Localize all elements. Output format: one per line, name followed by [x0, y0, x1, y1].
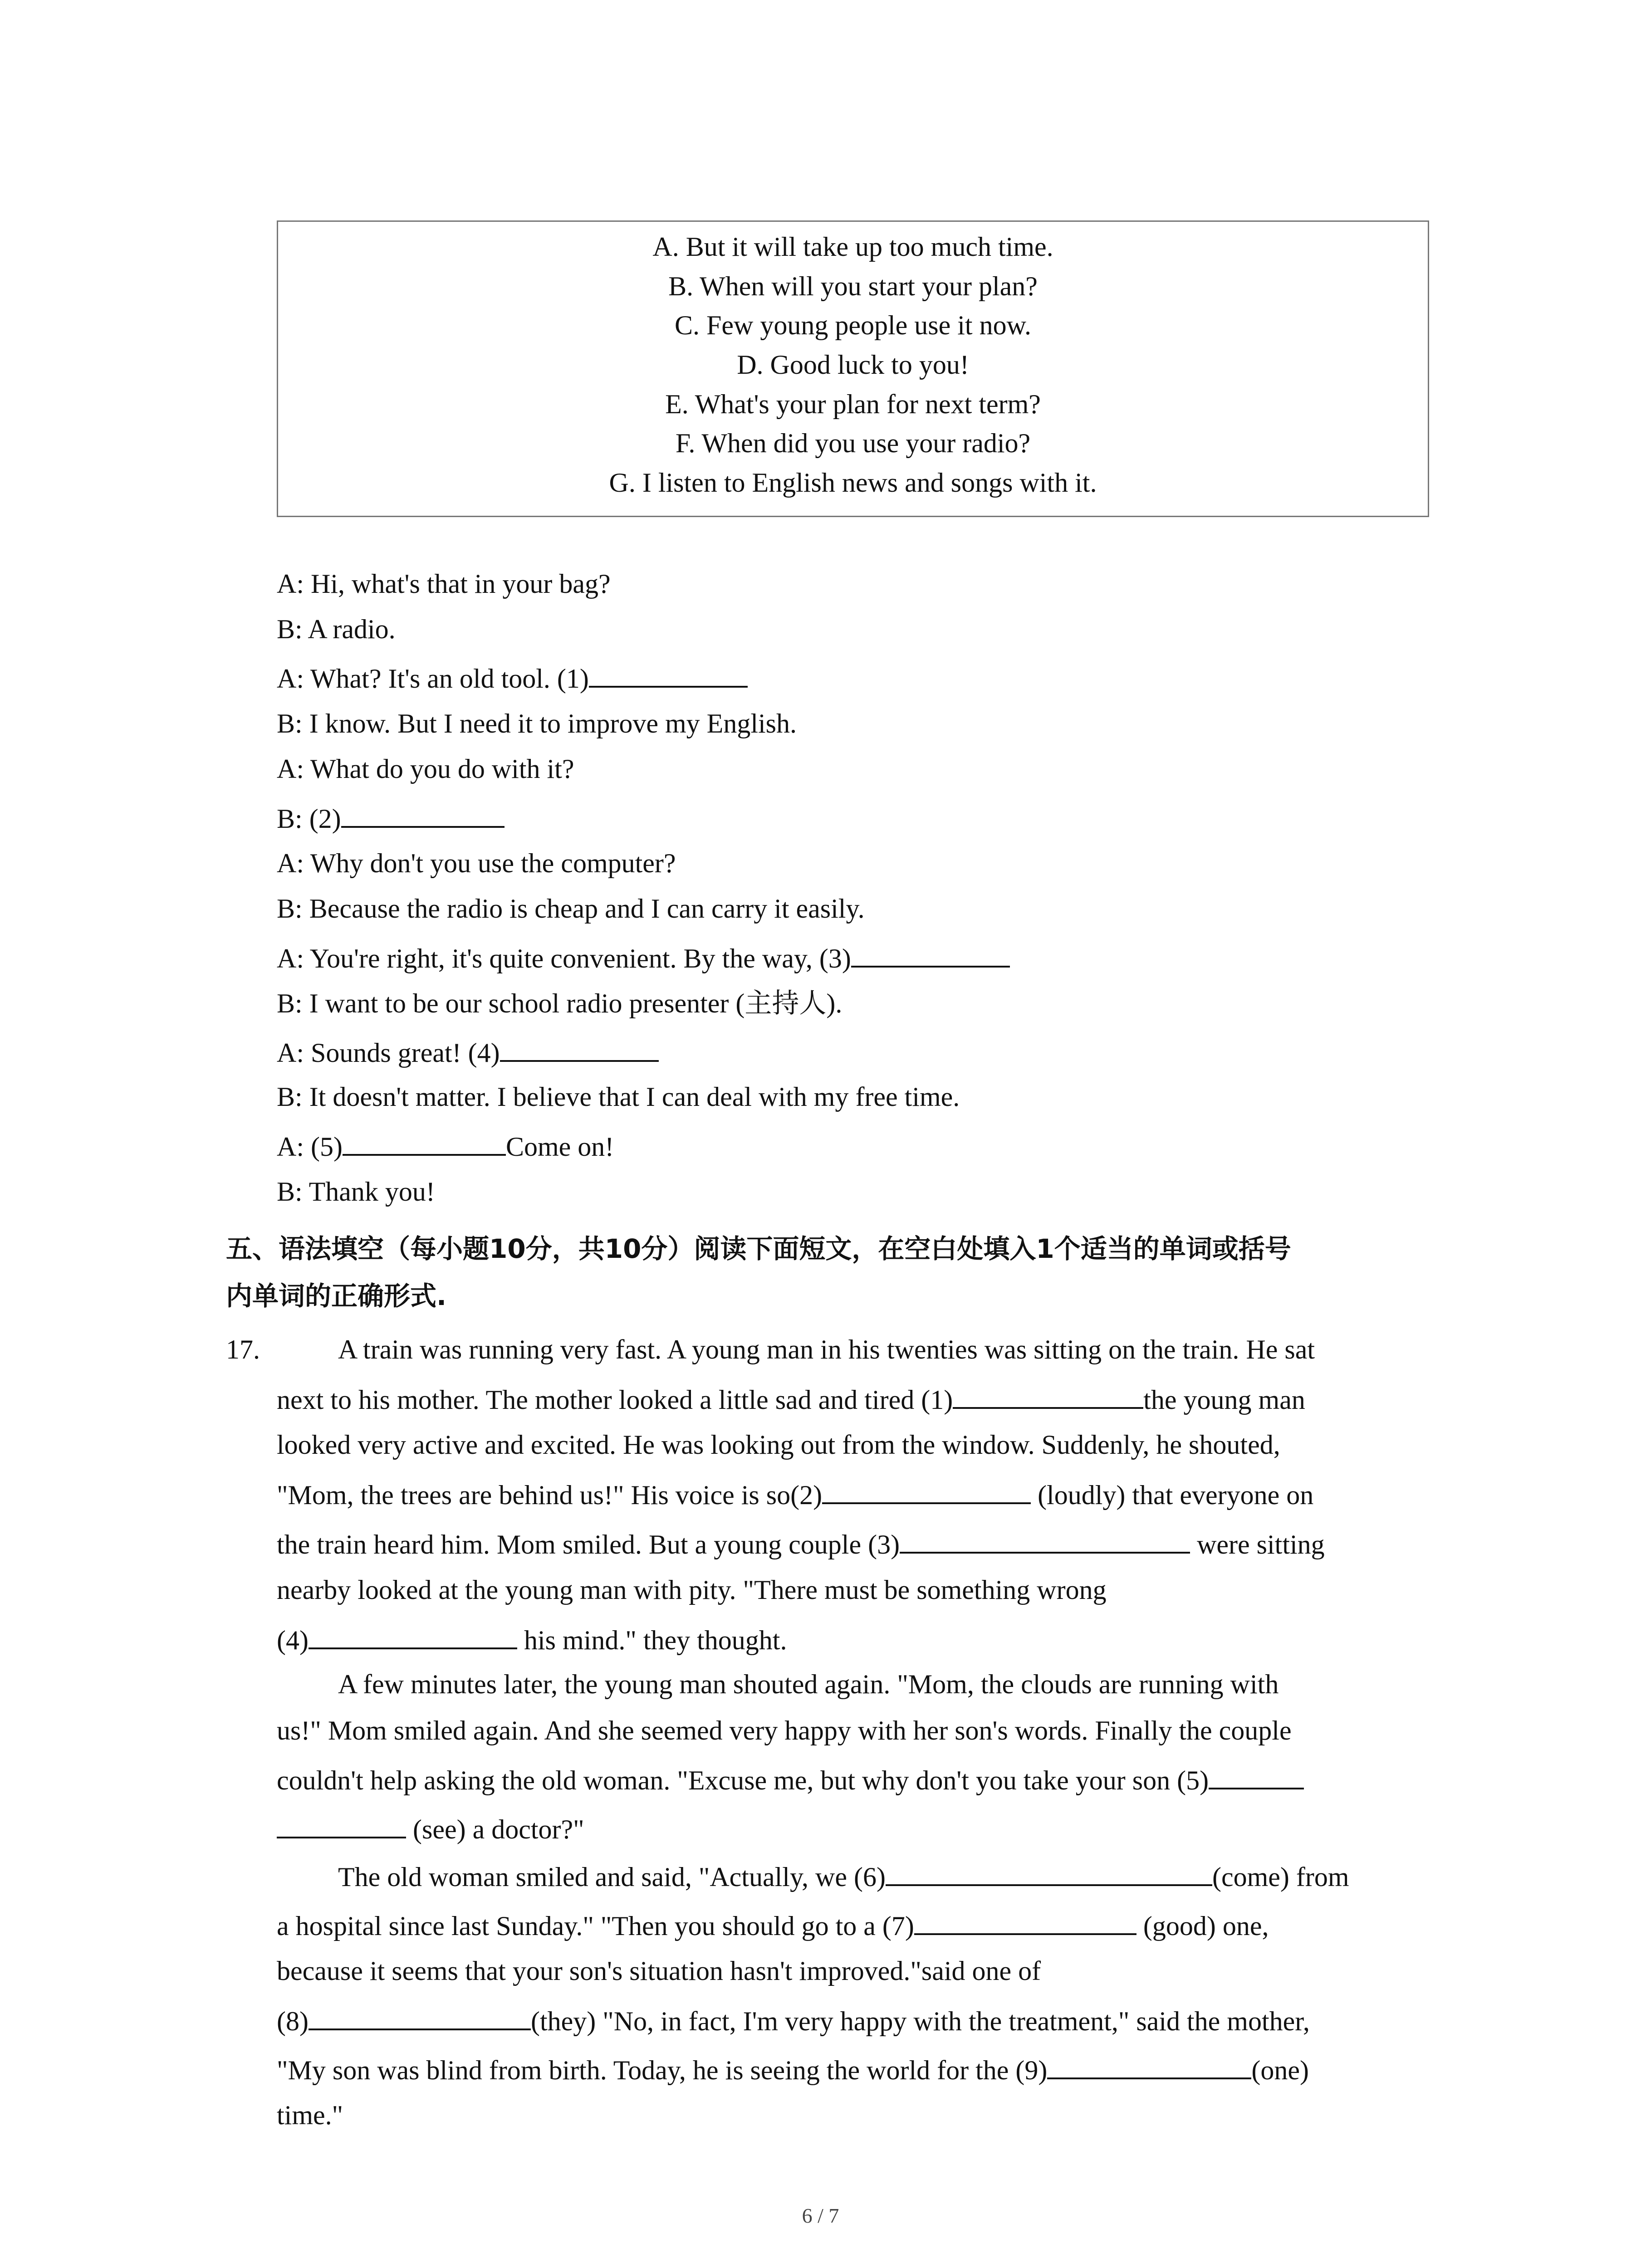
- passage-line: "Mom, the trees are behind us!" His voice is so(2) (loudly) that everyone on: [277, 1478, 1313, 1511]
- dialogue-line: B: I know. But I need it to improve my English.: [277, 709, 797, 738]
- passage-line: the train heard him. Mom smiled. But a young couple (3) were sitting: [277, 1527, 1325, 1560]
- answer-blank-2[interactable]: [341, 802, 505, 828]
- dialogue-line: A: Why don't you use the computer?: [277, 848, 676, 878]
- grammar-blank-1[interactable]: [953, 1383, 1143, 1409]
- dialogue-line: B: I want to be our school radio presenter (主持人).: [277, 988, 843, 1018]
- dialogue-line: A: What do you do with it?: [277, 754, 574, 784]
- dialogue-line: B: A radio.: [277, 614, 396, 644]
- grammar-blank-7[interactable]: [914, 1909, 1136, 1935]
- grammar-blank-8[interactable]: [309, 2004, 531, 2030]
- section-heading: 五、语法填空（每小题10分，共10分）阅读下面短文，在空白处填入1个适当的单词或括号: [226, 1233, 1291, 1264]
- question-number: 17.: [226, 1334, 260, 1364]
- passage-line: nearby looked at the young man with pity. "There must be something wrong: [277, 1575, 1107, 1605]
- passage-line: The old woman smiled and said, "Actually, we (6) (come) from: [338, 1860, 1349, 1893]
- dialogue-line: B: (2): [277, 802, 505, 835]
- passage-line: time.": [277, 2100, 343, 2130]
- passage-line: a hospital since last Sunday." "Then you should go to a (7) (good) one,: [277, 1909, 1269, 1942]
- grammar-blank-2[interactable]: [822, 1478, 1031, 1504]
- section-heading-cont: 内单词的正确形式.: [226, 1281, 447, 1311]
- option-d: D. Good luck to you!: [737, 350, 969, 380]
- option-c: C. Few young people use it now.: [674, 310, 1032, 340]
- dialogue-line: B: Because the radio is cheap and I can carry it easily.: [277, 894, 865, 924]
- dialogue-line: A: What? It's an old tool. (1): [277, 661, 748, 694]
- options-box: [277, 220, 1429, 517]
- option-g: G. I listen to English news and songs with it.: [609, 468, 1097, 498]
- dialogue-line: A: Hi, what's that in your bag?: [277, 569, 611, 599]
- dialogue-line: A: Sounds great! (4): [277, 1036, 659, 1069]
- grammar-blank-6[interactable]: [886, 1860, 1212, 1886]
- passage-line: because it seems that your son's situation hasn't improved."said one of: [277, 1956, 1041, 1986]
- passage-line: next to his mother. The mother looked a little sad and tired (1) the young man: [277, 1383, 1305, 1416]
- grammar-blank-4[interactable]: [309, 1623, 517, 1649]
- passage-line: us!" Mom smiled again. And she seemed very happy with her son's words. Finally the couple: [277, 1716, 1292, 1745]
- page-number: 6 / 7: [802, 2204, 839, 2227]
- grammar-blank-5b[interactable]: [277, 1812, 406, 1838]
- grammar-blank-3[interactable]: [900, 1527, 1190, 1554]
- answer-blank-4[interactable]: [500, 1036, 659, 1062]
- dialogue-line: B: Thank you!: [277, 1177, 435, 1207]
- passage-line: A few minutes later, the young man shouted again. "Mom, the clouds are running with: [338, 1669, 1279, 1699]
- passage-line: (4) his mind." they thought.: [277, 1623, 787, 1656]
- passage-line: A train was running very fast. A young man in his twenties was sitting on the train. He sat: [338, 1334, 1315, 1364]
- passage-line: couldn't help asking the old woman. "Excuse me, but why don't you take your son (5): [277, 1763, 1304, 1796]
- answer-blank-3[interactable]: [851, 941, 1010, 968]
- option-a: A. But it will take up too much time.: [652, 232, 1053, 262]
- dialogue-line: B: It doesn't matter. I believe that I can deal with my free time.: [277, 1082, 960, 1112]
- dialogue-line: A: You're right, it's quite convenient. By the way, (3): [277, 941, 1010, 974]
- option-f: F. When did you use your radio?: [675, 428, 1031, 458]
- option-e: E. What's your plan for next term?: [665, 389, 1041, 419]
- passage-line: "My son was blind from birth. Today, he is seeing the world for the (9) (one): [277, 2053, 1309, 2086]
- passage-line: (8) (they) "No, in fact, I'm very happy with the treatment," said the mother,: [277, 2004, 1310, 2037]
- grammar-blank-5a[interactable]: [1209, 1763, 1304, 1789]
- option-b: B. When will you start your plan?: [668, 271, 1038, 301]
- passage-line: looked very active and excited. He was looking out from the window. Suddenly, he shouted,: [277, 1430, 1280, 1460]
- answer-blank-1[interactable]: [589, 661, 748, 688]
- grammar-blank-9[interactable]: [1047, 2053, 1251, 2079]
- dialogue-line: A: (5) Come on!: [277, 1129, 614, 1163]
- passage-line: (see) a doctor?": [277, 1812, 584, 1845]
- answer-blank-5[interactable]: [343, 1129, 506, 1156]
